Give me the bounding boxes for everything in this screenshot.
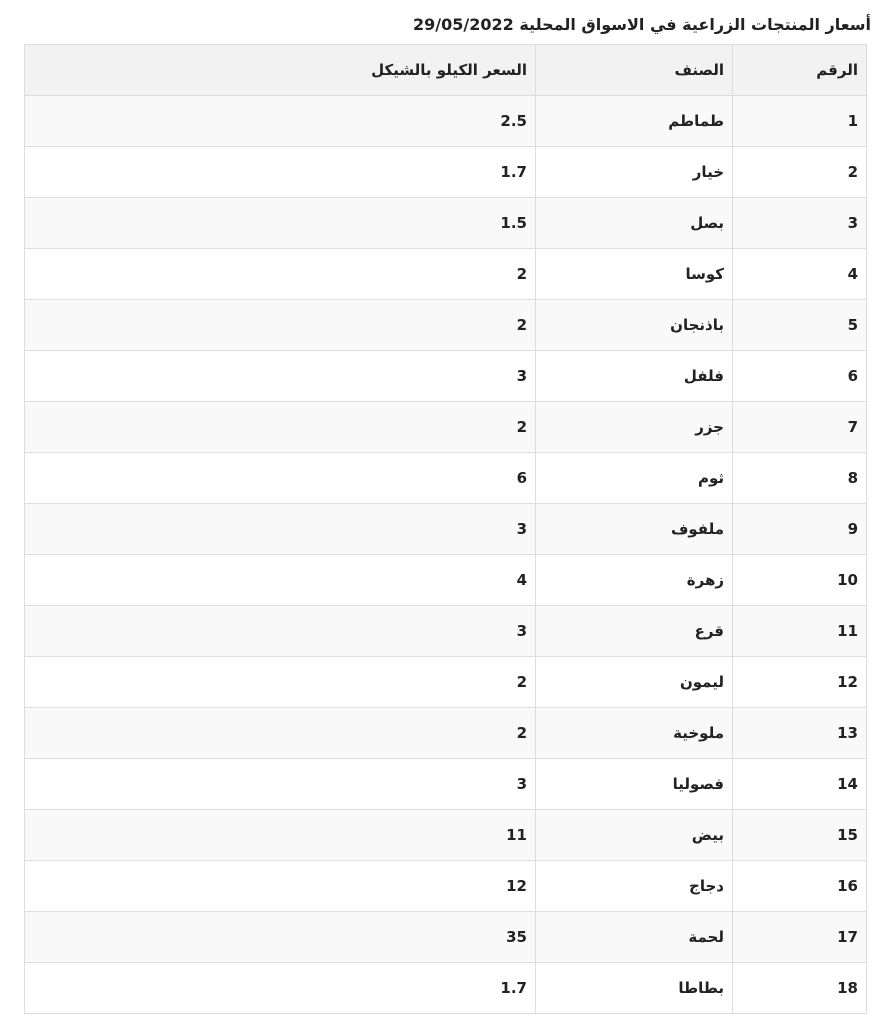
table-row	[25, 759, 867, 810]
row-price-cell	[25, 759, 536, 810]
row-number-text: 12	[837, 673, 858, 691]
row-number-text: 5	[847, 316, 858, 334]
row-number-text: 9	[847, 520, 858, 538]
row-price-text: 4	[516, 571, 527, 589]
row-price-text: 2	[516, 418, 527, 436]
row-price-text: 3	[516, 775, 527, 793]
row-number-cell	[733, 198, 867, 249]
row-number-text: 15	[837, 826, 858, 844]
row-item-text: طماطم	[668, 112, 724, 130]
table-row	[25, 96, 867, 147]
table-body	[25, 96, 867, 1014]
row-item-text: خيار	[692, 163, 724, 181]
row-number-cell	[733, 912, 867, 963]
row-item-cell	[536, 606, 733, 657]
row-item-text: ثوم	[697, 469, 724, 487]
row-item-cell	[536, 249, 733, 300]
row-item-cell	[536, 351, 733, 402]
row-price-cell	[25, 300, 536, 351]
table-row	[25, 861, 867, 912]
row-item-cell	[536, 504, 733, 555]
row-number-cell	[733, 504, 867, 555]
row-item-text: فصوليا	[672, 775, 724, 793]
row-price-text: 6	[516, 469, 527, 487]
row-item-text: فلفل	[683, 367, 724, 385]
row-item-cell	[536, 555, 733, 606]
row-price-cell	[25, 453, 536, 504]
table-row	[25, 963, 867, 1014]
row-item-text: زهرة	[686, 571, 724, 589]
row-item-text: بصل	[690, 214, 724, 232]
table-row	[25, 351, 867, 402]
row-number-text: 2	[847, 163, 858, 181]
row-number-cell	[733, 708, 867, 759]
row-item-text: كوسا	[685, 265, 724, 283]
header-row	[25, 45, 867, 96]
row-item-cell	[536, 861, 733, 912]
row-item-cell	[536, 810, 733, 861]
row-number-cell	[733, 810, 867, 861]
row-price-text: 2.5	[500, 112, 527, 130]
row-number-text: 7	[847, 418, 858, 436]
table-row	[25, 147, 867, 198]
row-price-text: 3	[516, 520, 527, 538]
row-number-cell	[733, 657, 867, 708]
row-number-text: 13	[837, 724, 858, 742]
row-number-cell	[733, 963, 867, 1014]
row-item-text: باذنجان	[670, 316, 724, 334]
row-item-cell	[536, 708, 733, 759]
row-number-cell	[733, 861, 867, 912]
row-number-cell	[733, 300, 867, 351]
row-number-text: 10	[837, 571, 858, 589]
row-number-text: 6	[847, 367, 858, 385]
row-number-text: 16	[837, 877, 858, 895]
row-item-text: بيض	[691, 826, 724, 844]
table-row	[25, 555, 867, 606]
row-price-cell	[25, 504, 536, 555]
row-price-cell	[25, 198, 536, 249]
header-item: الصنف	[536, 45, 733, 96]
row-price-cell	[25, 861, 536, 912]
header-price: السعر الكيلو بالشيكل	[25, 45, 536, 96]
row-number-cell	[733, 147, 867, 198]
row-price-text: 11	[506, 826, 527, 844]
row-number-text: 1	[847, 112, 858, 130]
row-number-text: 18	[837, 979, 858, 997]
row-item-cell	[536, 453, 733, 504]
row-number-cell	[733, 606, 867, 657]
row-price-cell	[25, 810, 536, 861]
row-number-text: 17	[837, 928, 858, 946]
row-price-cell	[25, 963, 536, 1014]
row-item-cell	[536, 147, 733, 198]
header-number: الرقم	[733, 45, 867, 96]
row-price-text: 35	[506, 928, 527, 946]
row-price-text: 1.5	[500, 214, 527, 232]
row-item-text: ملوخية	[673, 724, 724, 742]
row-number-cell	[733, 351, 867, 402]
table-header	[25, 45, 867, 96]
row-item-cell	[536, 912, 733, 963]
row-item-cell	[536, 963, 733, 1014]
row-price-text: 3	[516, 622, 527, 640]
row-item-cell	[536, 759, 733, 810]
row-price-cell	[25, 96, 536, 147]
row-number-text: 8	[847, 469, 858, 487]
row-number-cell	[733, 402, 867, 453]
row-number-text: 11	[837, 622, 858, 640]
row-number-text: 3	[847, 214, 858, 232]
row-number-cell	[733, 96, 867, 147]
row-item-text: بطاطا	[678, 979, 724, 997]
row-item-text: ملفوف	[670, 520, 724, 538]
table-row	[25, 198, 867, 249]
row-price-text: 12	[506, 877, 527, 895]
row-price-cell	[25, 555, 536, 606]
row-item-cell	[536, 96, 733, 147]
table-row	[25, 606, 867, 657]
row-item-cell	[536, 300, 733, 351]
row-price-cell	[25, 657, 536, 708]
row-number-cell	[733, 555, 867, 606]
row-price-text: 2	[516, 724, 527, 742]
row-item-cell	[536, 198, 733, 249]
table-row	[25, 300, 867, 351]
row-number-cell	[733, 249, 867, 300]
row-price-cell	[25, 606, 536, 657]
table-row	[25, 249, 867, 300]
table-row	[25, 912, 867, 963]
row-number-cell	[733, 453, 867, 504]
table-row	[25, 453, 867, 504]
row-price-text: 2	[516, 265, 527, 283]
row-price-cell	[25, 147, 536, 198]
page-title: أسعار المنتجات الزراعية في الاسواق المحلية 29/05/2022	[413, 15, 871, 34]
row-price-cell	[25, 912, 536, 963]
row-price-cell	[25, 708, 536, 759]
row-number-text: 14	[837, 775, 858, 793]
table-row	[25, 402, 867, 453]
table-row	[25, 657, 867, 708]
row-price-cell	[25, 351, 536, 402]
prices-table	[24, 44, 867, 1014]
row-item-cell	[536, 657, 733, 708]
row-number-text: 4	[847, 265, 858, 283]
row-price-text: 3	[516, 367, 527, 385]
table-row	[25, 810, 867, 861]
row-item-text: ليمون	[679, 673, 724, 691]
row-number-cell	[733, 759, 867, 810]
row-item-cell	[536, 402, 733, 453]
table-row	[25, 708, 867, 759]
row-item-text: دجاج	[689, 877, 724, 895]
row-price-cell	[25, 402, 536, 453]
row-price-cell	[25, 249, 536, 300]
row-price-text: 1.7	[500, 979, 527, 997]
row-item-text: جزر	[695, 418, 724, 436]
row-price-text: 2	[516, 673, 527, 691]
row-item-text: لحمة	[688, 928, 724, 946]
row-price-text: 1.7	[500, 163, 527, 181]
table-row	[25, 504, 867, 555]
row-item-text: قرع	[694, 622, 724, 640]
row-price-text: 2	[516, 316, 527, 334]
